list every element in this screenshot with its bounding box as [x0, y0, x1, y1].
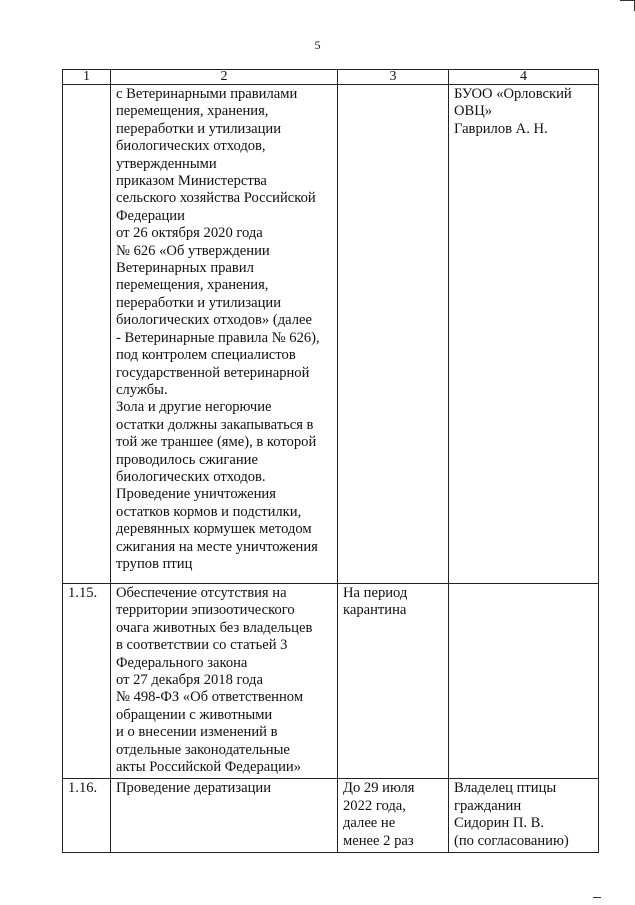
measure-responsible: БУОО «Орловский ОВЦ» Гаврилов А. Н. [449, 85, 599, 584]
header-cell-1: 1 [63, 70, 111, 85]
scan-corner-mark [593, 897, 601, 898]
measure-responsible: Владелец птицы гражданин Сидорин П. В. (по согласованию) [449, 779, 599, 853]
measures-table [62, 69, 599, 853]
measure-description: с Ветеринарными правилами перемещения, хранения, переработки и утилизации биологических отходов, утвержденными приказом Министерства сельского хозяйства Российской Федерации от 26 октября 2020 года № 626 «Об утверждении Ветеринарных правил перемещения, хранения, переработки и утилизации биологических отходов» (далее - Ветеринарные правила № 626), под контролем специалистов государственной ветеринарной службы. Зола и другие негорючие остатки должны закапываться в той же траншее (яме), в которой проводилось сжигание биологических отходов. Проведение уничтожения остатков кормов и подстилки, деревянных кормушек методом сжигания на месте уничтожения трупов птиц [111, 85, 338, 584]
table-header-row [63, 70, 599, 85]
row-number: 1.15. [63, 584, 111, 779]
scan-corner-mark [620, 0, 635, 11]
page-number: 5 [314, 38, 321, 52]
measure-term: На период карантина [338, 584, 449, 779]
measure-description: Обеспечение отсутствия на территории эпизоотического очага животных без владельцев в соответствии со статьей 3 Федерального закона от 27 декабря 2018 года № 498-ФЗ «Об ответственном обращении с животными и о внесении изменений в отдельные законодательные акты Российской Федерации» [111, 584, 338, 779]
header-cell-3: 3 [338, 70, 449, 85]
table-row [63, 85, 599, 584]
measure-term: До 29 июля 2022 года, далее не менее 2 раз [338, 779, 449, 853]
measure-responsible [449, 584, 599, 779]
measure-description: Проведение дератизации [111, 779, 338, 853]
measure-term [338, 85, 449, 584]
row-number: 1.16. [63, 779, 111, 853]
header-cell-2: 2 [111, 70, 338, 85]
row-number [63, 85, 111, 584]
table-row [63, 584, 599, 779]
table-row [63, 779, 599, 853]
header-cell-4: 4 [449, 70, 599, 85]
